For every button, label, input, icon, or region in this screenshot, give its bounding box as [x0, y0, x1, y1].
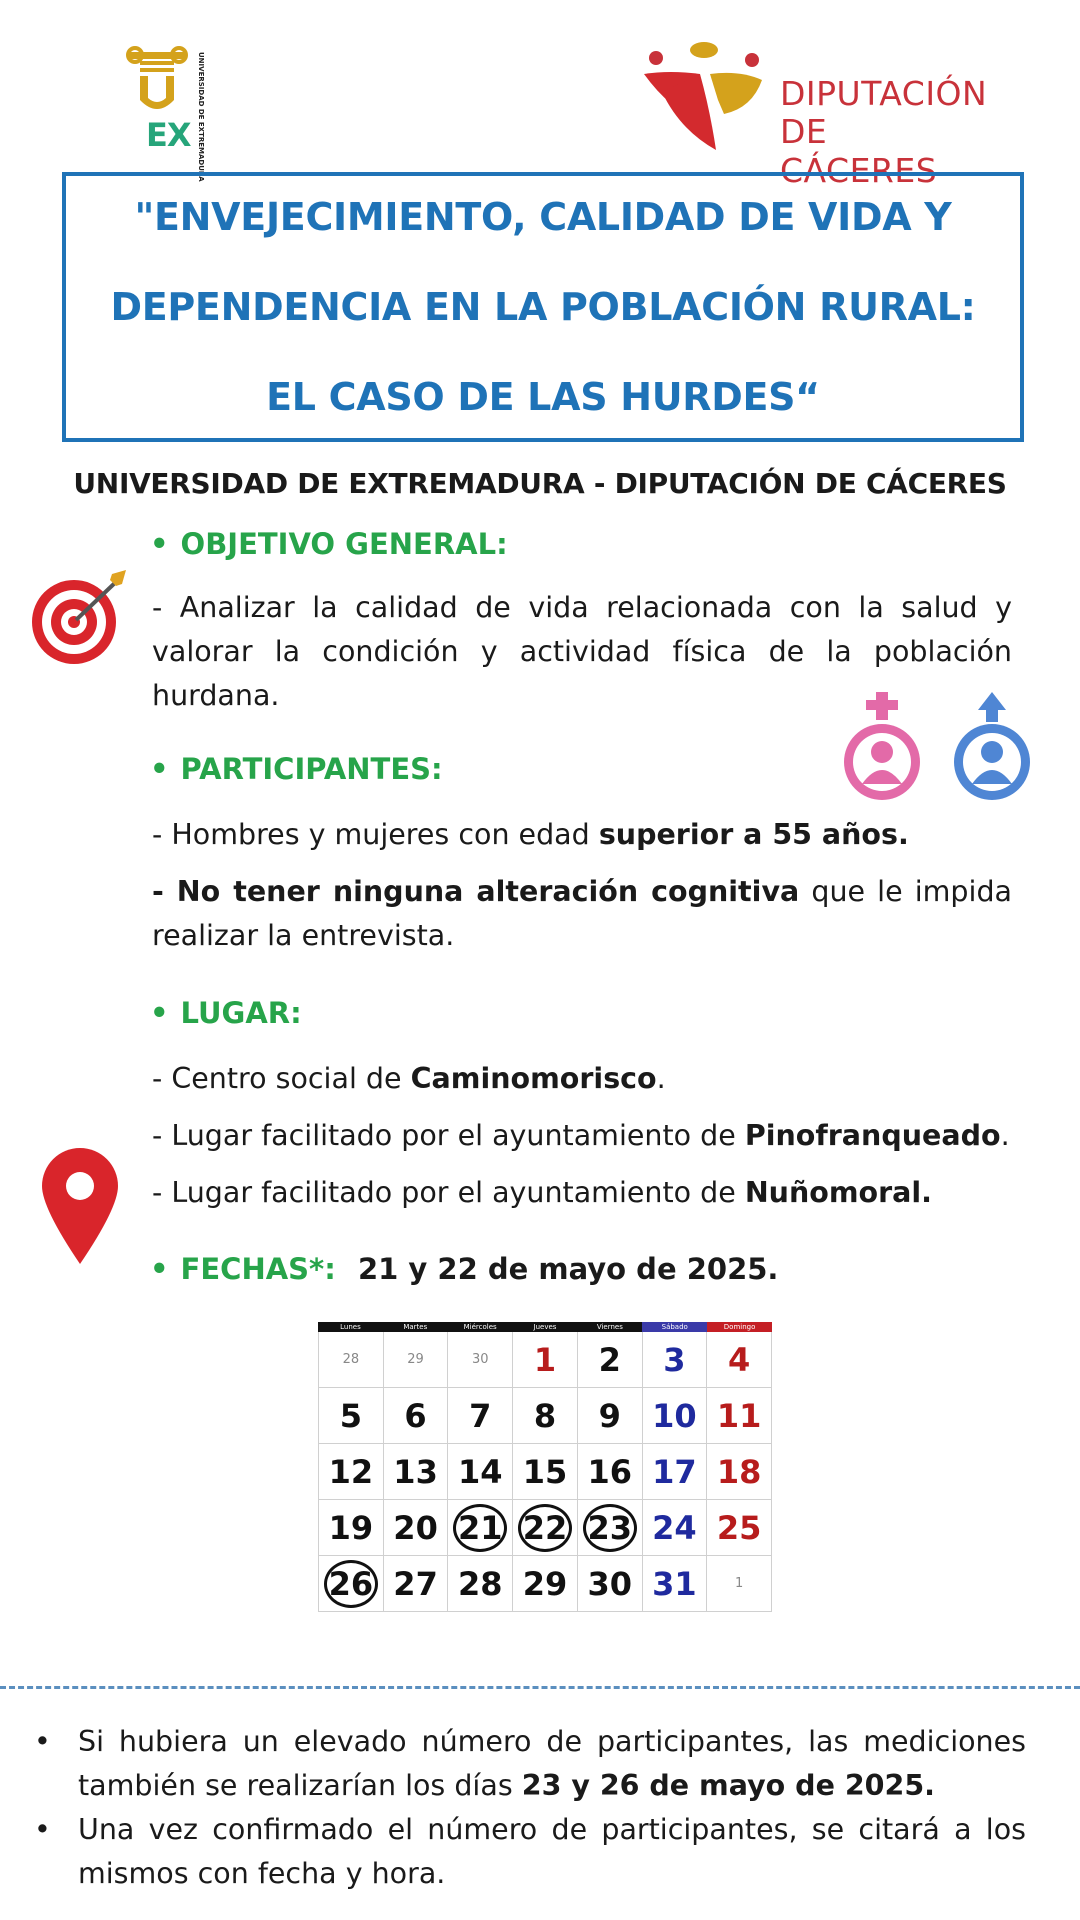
diputacion-logo: [640, 40, 988, 190]
calendar-day: 15: [513, 1444, 578, 1500]
calendar-day: 25: [707, 1500, 772, 1556]
calendar-day: 29: [384, 1332, 449, 1388]
calendar-day: 10: [643, 1388, 708, 1444]
calendar-weekday: Domingo: [707, 1322, 772, 1332]
calendar-day: 11: [707, 1388, 772, 1444]
calendar-day: 17: [643, 1444, 708, 1500]
calendar-day: 8: [513, 1388, 578, 1444]
diputacion-name-line2: DE CÁCERES: [780, 112, 938, 190]
calendar-day: 5: [319, 1388, 384, 1444]
calendar-day: 7: [448, 1388, 513, 1444]
calendar-day: 1: [513, 1332, 578, 1388]
title-line-3: EL CASO DE LAS HURDES“: [266, 375, 820, 419]
uex-logo: [126, 46, 206, 182]
map-pin-icon: [38, 1146, 122, 1266]
calendar-day: 26: [319, 1556, 384, 1612]
calendar-day: 2: [578, 1332, 643, 1388]
diputacion-emblem-icon: [640, 40, 770, 160]
calendar-day: 27: [384, 1556, 449, 1612]
calendar-day: 21: [448, 1500, 513, 1556]
calendar-day: 12: [319, 1444, 384, 1500]
bullet: •: [34, 1813, 51, 1846]
note-2: • Una vez confirmado el número de participantes, se citará a los mismos con fecha y hora.: [34, 1808, 1026, 1896]
participantes-item-1: - Hombres y mujeres con edad superior a 55 años.: [152, 818, 909, 851]
participantes-heading: • PARTICIPANTES:: [150, 752, 443, 786]
calendar-day: 1: [707, 1556, 772, 1612]
calendar-weekday: Jueves: [513, 1322, 578, 1332]
lugar-item-3: - Lugar facilitado por el ayuntamiento de Nuñomoral.: [152, 1176, 932, 1209]
calendar-day: 16: [578, 1444, 643, 1500]
calendar-day: 4: [707, 1332, 772, 1388]
svg-text:UNIVERSIDAD DE EXTREMADURA: UNIVERSIDAD DE EXTREMADURA: [197, 52, 205, 182]
calendar-grid: [318, 1332, 772, 1612]
calendar-weekday: Lunes: [318, 1322, 383, 1332]
lugar-heading: • LUGAR:: [150, 996, 302, 1030]
calendar-day: 23: [578, 1500, 643, 1556]
calendar-day: 18: [707, 1444, 772, 1500]
uex-column-icon: [126, 46, 190, 126]
fechas-line: • FECHAS*: 21 y 22 de mayo de 2025.: [150, 1252, 779, 1286]
subtitle: UNIVERSIDAD DE EXTREMADURA - DIPUTACIÓN DE CÁCERES: [73, 467, 1007, 500]
calendar-day: 19: [319, 1500, 384, 1556]
title-line-2: DEPENDENCIA EN LA POBLACIÓN RURAL:: [110, 285, 976, 329]
dashed-divider: [0, 1686, 1080, 1689]
calendar-day: 28: [319, 1332, 384, 1388]
calendar-day: 13: [384, 1444, 449, 1500]
calendar-weekday: Viernes: [577, 1322, 642, 1332]
lugar-item-1: - Centro social de Caminomorisco.: [152, 1062, 666, 1095]
calendar-header: [318, 1322, 772, 1332]
calendar-day: 14: [448, 1444, 513, 1500]
calendar-day: 3: [643, 1332, 708, 1388]
calendar: [318, 1322, 772, 1612]
diputacion-name-line1: DIPUTACIÓN: [780, 74, 988, 113]
target-icon: [30, 566, 130, 666]
calendar-day: 22: [513, 1500, 578, 1556]
objetivo-heading: • OBJETIVO GENERAL:: [150, 527, 508, 561]
calendar-day: 6: [384, 1388, 449, 1444]
calendar-day: 30: [578, 1556, 643, 1612]
calendar-weekday: Martes: [383, 1322, 448, 1332]
title-line-1: "ENVEJECIMIENTO, CALIDAD DE VIDA Y: [134, 195, 952, 239]
calendar-day: 24: [643, 1500, 708, 1556]
calendar-day: 30: [448, 1332, 513, 1388]
lugar-item-2: - Lugar facilitado por el ayuntamiento de Pinofranqueado.: [152, 1119, 1010, 1152]
participantes-item-2: - No tener ninguna alteración cognitiva que le impida realizar la entrevista.: [152, 875, 1012, 952]
calendar-day: 29: [513, 1556, 578, 1612]
fechas-value: 21 y 22 de mayo de 2025.: [357, 1252, 779, 1286]
objetivo-text: - Analizar la calidad de vida relacionada con la salud y valorar la condición y actividad física de la población hurdana.: [152, 591, 1012, 712]
title-box: [62, 172, 1024, 442]
calendar-weekday: Sábado: [642, 1322, 707, 1332]
calendar-day: 20: [384, 1500, 449, 1556]
male-symbol-icon: [944, 690, 1040, 806]
calendar-weekday: Miércoles: [448, 1322, 513, 1332]
uex-ex-text: EX: [146, 116, 191, 154]
bullet: •: [34, 1725, 51, 1758]
female-symbol-icon: [836, 690, 928, 806]
calendar-day: 28: [448, 1556, 513, 1612]
calendar-day: 9: [578, 1388, 643, 1444]
note-1: • Si hubiera un elevado número de participantes, las mediciones también se realizarían los días 23 y 26 de mayo de 2025.: [34, 1720, 1026, 1808]
uex-vertical-text: [190, 50, 205, 182]
calendar-day: 31: [643, 1556, 708, 1612]
